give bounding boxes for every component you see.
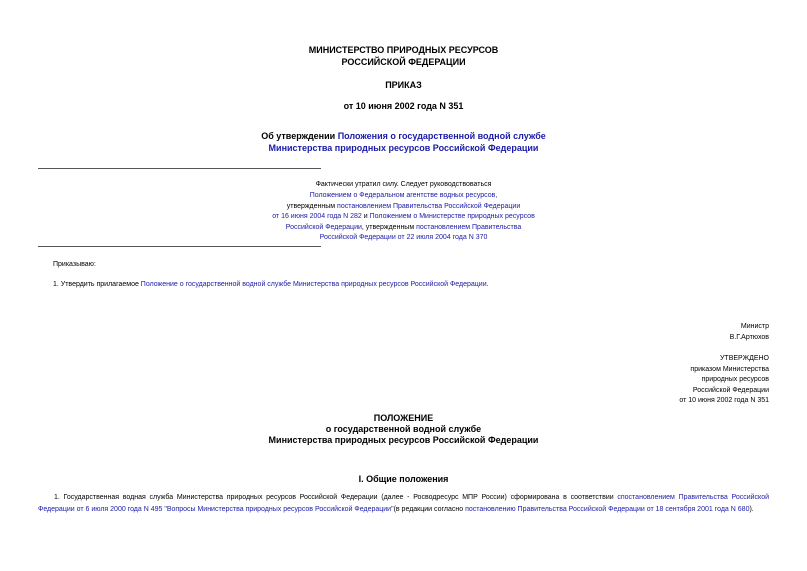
- notice-link-ministry-regulation[interactable]: Положением о Министерстве природных ресурсов: [369, 213, 535, 220]
- approval-line-2: приказом Министерства: [690, 366, 769, 373]
- notice-link-agency[interactable]: Положением о Федеральном агентстве водных ресурсов,: [309, 192, 498, 199]
- notice-text-approved: утвержденным: [286, 203, 338, 210]
- signature-title: Министр: [740, 323, 769, 330]
- paragraph-1-link-amendment[interactable]: постановлению Правительства Российской Федерации от 18 сентября 2001 года N: [465, 505, 736, 513]
- order-item-1-link[interactable]: Положение о государственной водной службе Министерства природных ресурсов Российской Федерации: [140, 281, 487, 288]
- subject-prefix: Об утверждении: [261, 131, 338, 141]
- order-item-1-end: .: [486, 281, 489, 288]
- notice-text-approved-2: , утвержденным: [361, 224, 417, 231]
- notice-line-1: Фактически утратил силу. Следует руководствоваться: [315, 181, 492, 188]
- signature-name: В.Г.Артюхов: [729, 334, 769, 341]
- paragraph-1-link-amendment-cont[interactable]: 680: [737, 505, 750, 513]
- approval-line-4: Российской Федерации: [692, 387, 769, 394]
- divider-top: [38, 168, 321, 169]
- notice-link-rf[interactable]: Российской Федерации: [285, 224, 362, 231]
- order-item-1-text: 1. Утвердить прилагаемое: [53, 281, 141, 288]
- doc-type: ПРИКАЗ: [385, 80, 422, 90]
- notice-link-date-282[interactable]: от 16 июня 2004 года N 282: [272, 213, 362, 220]
- paragraph-1-link-resolution[interactable]: спостановлением Правительства Российской: [617, 494, 769, 501]
- approval-line-1: УТВЕРЖДЕНО: [719, 355, 769, 362]
- ministry-line-1: МИНИСТЕРСТВО ПРИРОДНЫХ РЕСУРСОВ: [308, 45, 499, 55]
- doc-date: от 10 июня 2002 года N 351: [343, 101, 464, 111]
- notice-link-date-370[interactable]: Российской Федерации от 22 июля 2004 года N 370: [319, 234, 488, 241]
- ministry-line-2: РОССИЙСКОЙ ФЕДЕРАЦИИ: [341, 57, 466, 67]
- notice-line-4: [0, 211, 807, 223]
- order-intro: Приказываю:: [53, 261, 96, 268]
- subject-link-2[interactable]: Министерства природных ресурсов Российской Федерации: [268, 143, 539, 153]
- notice-link-government[interactable]: постановлением Правительства: [416, 224, 522, 231]
- notice-text-and: и: [361, 213, 370, 220]
- approval-line-5: от 10 июня 2002 года N 351: [679, 397, 769, 404]
- paragraph-1-text: 1. Государственная водная служба Министерства природных ресурсов Российской Федерации (далее - Росводресурс МПР России) сформирована в соответствии: [54, 494, 618, 501]
- subject-link-1[interactable]: Положения о государственной водной службе: [337, 131, 546, 141]
- approval-line-3: природных ресурсов: [701, 376, 769, 383]
- divider-bottom: [38, 246, 321, 247]
- paragraph-1: [38, 492, 769, 515]
- order-item-1: [53, 279, 489, 291]
- section-heading: I. Общие положения: [358, 474, 449, 484]
- paragraph-1-link-resolution-cont[interactable]: Федерации от 6 июля 2000 года N 495 "Вопросы Министерства природных ресурсов Российской Федерации": [38, 505, 394, 513]
- regulation-subtitle-2: Министерства природных ресурсов Российской Федерации: [268, 435, 539, 445]
- paragraph-1-text-2: (в редакции согласно: [393, 505, 466, 513]
- regulation-subtitle-1: о государственной водной службе: [325, 424, 482, 434]
- doc-subject: [0, 131, 807, 142]
- paragraph-1-text-3: ).: [749, 505, 754, 513]
- notice-link-resolution[interactable]: постановлением Правительства Российской Федерации: [337, 203, 521, 210]
- regulation-title: ПОЛОЖЕНИЕ: [373, 413, 434, 423]
